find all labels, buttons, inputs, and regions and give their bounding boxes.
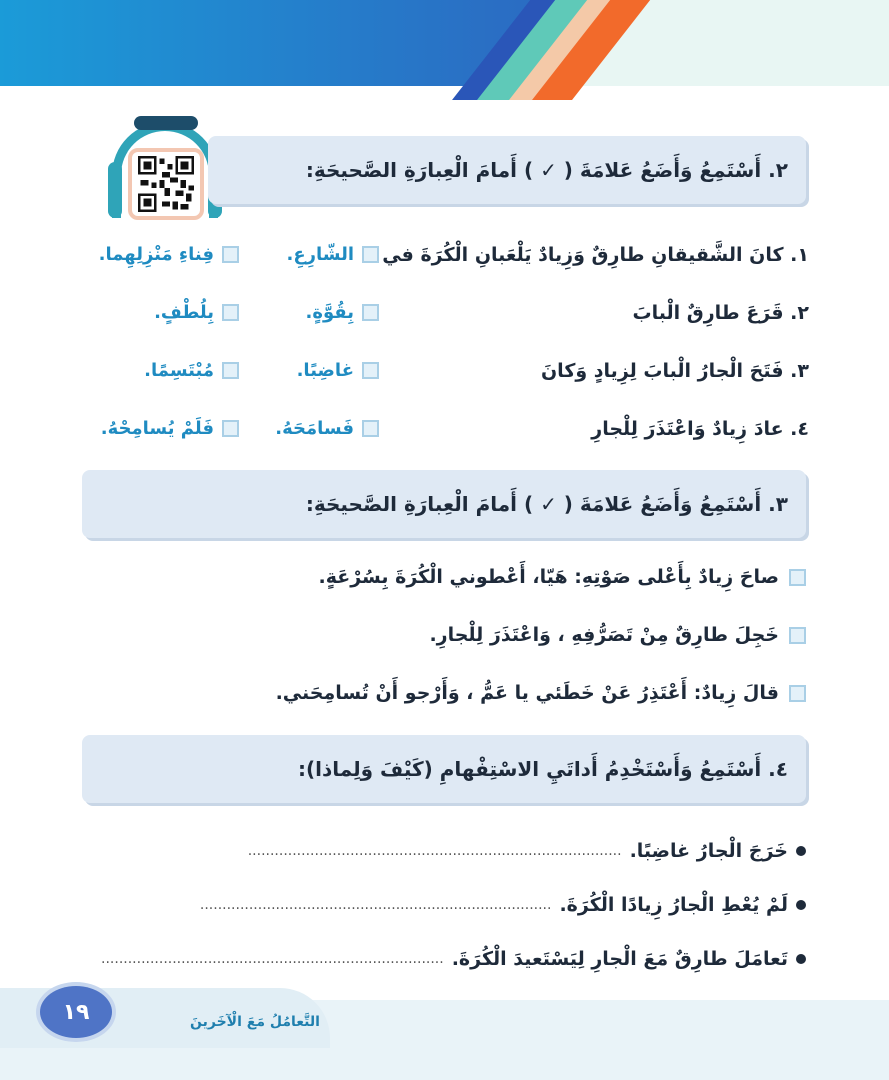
exercise-2-heading-text: ٢. أَسْتَمِعُ وَأَضَعُ عَلامَةَ ( ✓ ) أَمامَ الْعِبارَةِ الصَّحيحَةِ: (305, 158, 788, 182)
checkbox[interactable] (789, 685, 806, 702)
exercise-4-item[interactable] (101, 948, 806, 970)
exercise-2-item (0, 412, 889, 452)
exercise-4-item[interactable] (200, 894, 806, 916)
checkbox[interactable] (222, 420, 239, 437)
statement-text: خَجِلَ طارِقٌ مِنْ تَصَرُّفِهِ ، وَاعْتَذَرَ لِلْجارِ. (429, 624, 779, 646)
statement-text: صاحَ زِيادٌ بِأَعْلى صَوْتِهِ: هَيّا، أَعْطوني الْكُرَةَ بِسُرْعَةٍ. (318, 566, 779, 588)
checkbox[interactable] (789, 627, 806, 644)
exercise-2-heading (208, 136, 806, 204)
checkbox[interactable] (222, 304, 239, 321)
checkbox[interactable] (362, 304, 379, 321)
prompt-text: خَرَجَ الْجارُ غاضِبًا. (629, 840, 788, 862)
headphones-ear-icon (108, 162, 122, 218)
answer-line[interactable]: .................................................................................... (247, 843, 622, 859)
bullet-icon (796, 846, 806, 856)
exercise-3-heading (82, 470, 806, 538)
bullet-icon (796, 954, 806, 964)
checkbox[interactable] (222, 246, 239, 263)
option-a[interactable]: فَسامَحَهُ. (275, 418, 379, 439)
exercise-3-heading-text: ٣. أَسْتَمِعُ وَأَضَعُ عَلامَةَ ( ✓ ) أَمامَ الْعِبارَةِ الصَّحيحَةِ: (305, 492, 788, 516)
exercise-3-option[interactable] (276, 682, 806, 704)
option-a[interactable]: بِقُوَّةٍ. (306, 302, 379, 323)
question-text: ٣. فَتَحَ الْجارُ الْبابَ لِزِيادٍ وَكانَ (540, 360, 809, 382)
statement-text: قالَ زِيادٌ: أَعْتَذِرُ عَنْ خَطَئي يا عَمُّ ، وَأَرْجو أَنْ تُسامِحَني. (275, 682, 779, 704)
question-text: ١. كانَ الشَّقيقانِ طارِقٌ وَزِيادٌ يَلْعَبانِ الْكُرَةَ في (382, 244, 809, 266)
checkbox[interactable] (362, 246, 379, 263)
question-text: ٢. قَرَعَ طارِقٌ الْبابَ (632, 302, 809, 324)
page-number: ١٩ (40, 986, 112, 1038)
qr-code-icon[interactable] (128, 148, 204, 220)
exercise-2-item (0, 238, 889, 278)
checkbox[interactable] (362, 362, 379, 379)
option-b[interactable]: بِلُطْفٍ. (154, 302, 239, 323)
checkbox[interactable] (362, 420, 379, 437)
prompt-text: تَعامَلَ طارِقٌ مَعَ الْجارِ لِيَسْتَعيدَ الْكُرَةَ. (451, 948, 788, 970)
bullet-icon (796, 900, 806, 910)
unit-title: التَّعامُلُ مَعَ الْآخَرينَ (190, 1014, 320, 1030)
prompt-text: لَمْ يُعْطِ الْجارُ زِيادًا الْكُرَةَ. (559, 894, 788, 916)
option-b[interactable]: فَلَمْ يُسامِحْهُ. (101, 418, 239, 439)
exercise-4-heading (82, 735, 806, 803)
exercise-3-option[interactable] (319, 566, 807, 588)
exercise-2-item (0, 296, 889, 336)
option-a[interactable]: الشّارِعِ. (287, 244, 380, 265)
option-b[interactable]: مُبْتَسِمًا. (144, 360, 239, 381)
exercise-2-item (0, 354, 889, 394)
exercise-3-option[interactable] (429, 624, 806, 646)
checkbox[interactable] (222, 362, 239, 379)
answer-line[interactable]: ............................................................................. (101, 951, 444, 967)
headphones-top (134, 116, 198, 130)
answer-line[interactable]: ............................................................................... (199, 897, 552, 913)
checkbox[interactable] (789, 569, 806, 586)
exercise-4-item[interactable] (248, 840, 806, 862)
option-a[interactable]: غاضِبًا. (297, 360, 379, 381)
question-text: ٤. عادَ زِيادٌ وَاعْتَذَرَ لِلْجارِ (591, 418, 809, 440)
exercise-4-heading-text: ٤. أَسْتَمِعُ وَأَسْتَخْدِمُ أَداتَيِ الاسْتِفْهامِ (كَيْفَ وَلِماذا): (297, 757, 788, 781)
option-b[interactable]: فِناءِ مَنْزِلِهِما. (99, 244, 239, 265)
